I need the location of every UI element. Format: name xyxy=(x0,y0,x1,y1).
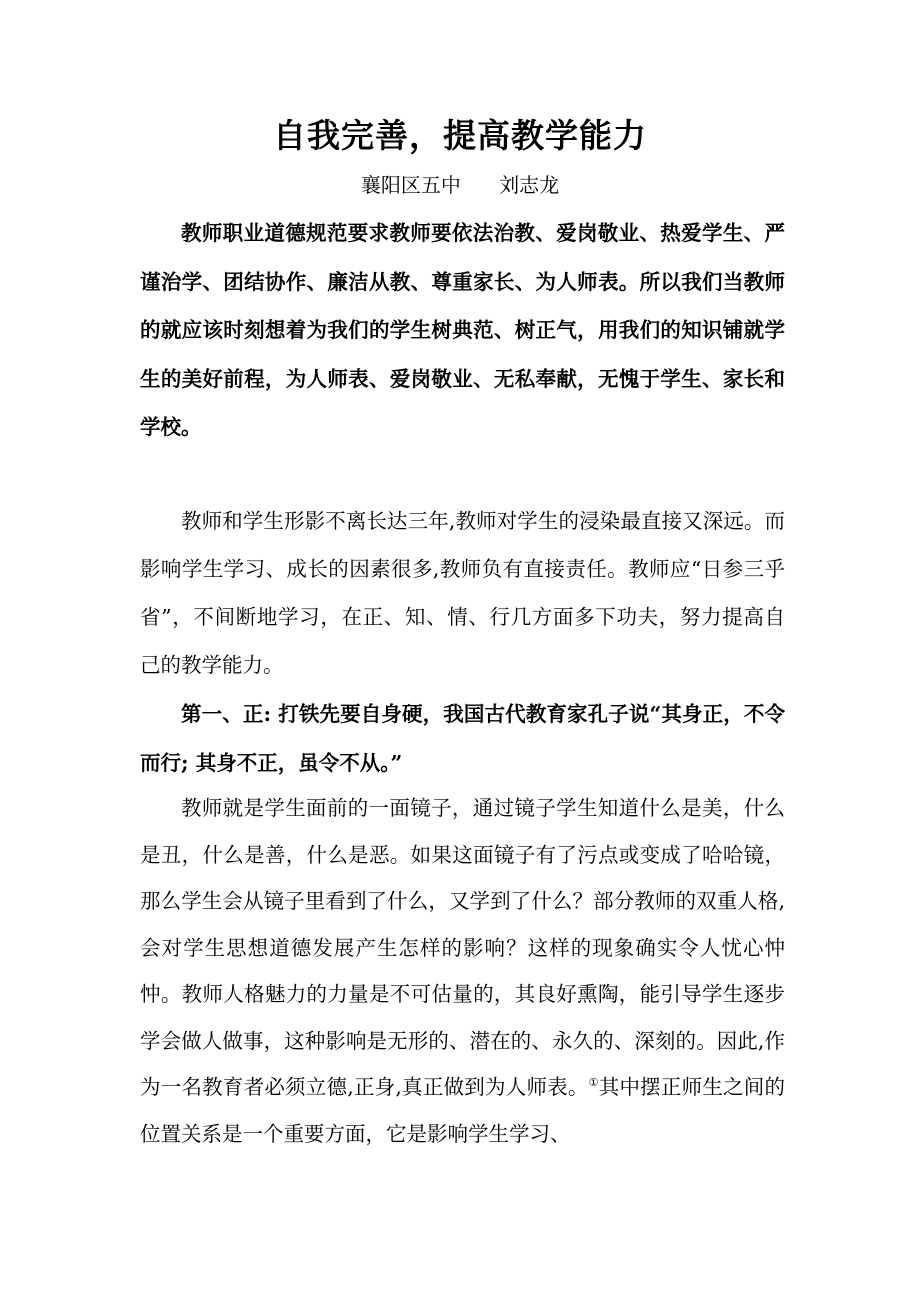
paragraph-ethics-code: 教师职业道德规范要求教师要依法治教、爱岗敬业、热爱学生、严谨治学、团结协作、廉洁从教、尊重家长、为人师表。所以我们当教师的就应该时刻想着为我们的学生树典范、树正气，用我们的知识铺就学生的美好前程，为人师表、爱岗敬业、无私奉献，无愧于学生、家长和学校。 xyxy=(140,221,785,439)
paragraph-first-point-heading: 第一、正: 打铁先要自身硬，我国古代教育家孔子说“其身正，不令而行; 其身不正，虽令不从。” xyxy=(140,702,785,775)
paragraph-teacher-influence: 教师和学生形影不离长达三年,教师对学生的浸染最直接又深远。而影响学生学习、成长的因素很多,教师负有直接责任。教师应“日参三乎省”，不间断地学习，在正、知、情、行几方面多下功夫，努力提高自己的教学能力。 xyxy=(140,509,785,677)
footnote-marker[interactable]: ① xyxy=(588,1076,599,1089)
paragraph-text-after-footnote: 其中摆正师生之间的位置关系是一个重要方面，它是影响学生学习、 xyxy=(140,1075,785,1146)
paragraph-mirror-metaphor xyxy=(140,785,785,1157)
author-byline: 襄阳区五中 刘志龙 xyxy=(360,173,560,197)
document-title: 自我完善，提高教学能力 xyxy=(273,116,647,155)
paragraph-text-before-footnote: 教师就是学生面前的一面镜子，通过镜子学生知道什么是美，什么是丑，什么是善，什么是恶。如果这面镜子有了污点或变成了哈哈镜，那么学生会从镜子里看到了什么，又学到了什么？部分教师的双重人格,会对学生思想道德发展产生怎样的影响？这样的现象确实令人忧心忡忡。教师人格魅力的力量是不可估量的，其良好熏陶，能引导学生逐步学会做人做事，这种影响是无形的、潜在的、永久的、深刻的。因此,作为一名教育者必须立德,正身,真正做到为人师表。 xyxy=(140,796,785,1099)
